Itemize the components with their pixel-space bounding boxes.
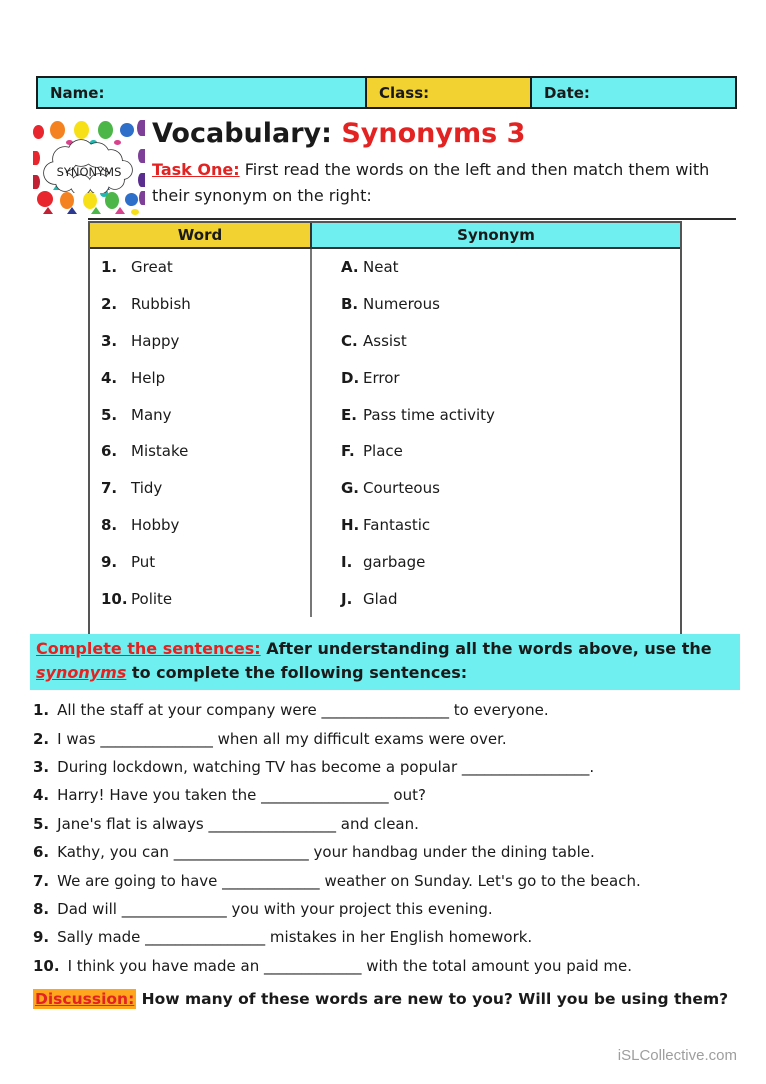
sentence-list: [33, 696, 757, 980]
word-text: Rubbish: [131, 295, 191, 314]
word-column: [90, 249, 312, 617]
word-text: Mistake: [131, 442, 189, 461]
date-label: Date:: [544, 83, 590, 102]
sentence-item: [33, 895, 757, 923]
word-number: 4.: [101, 368, 118, 387]
synonym-text: Neat: [363, 258, 399, 277]
synonym-text: Fantastic: [363, 515, 431, 534]
word-row: [90, 249, 310, 286]
sentence-text: We are going to have _____________ weather on Sunday. Let's go to the beach.: [57, 871, 641, 890]
synonym-letter: J.: [341, 589, 353, 608]
title-black: Vocabulary:: [152, 118, 342, 149]
synonym-text: garbage: [363, 552, 426, 571]
polka-dot: [83, 192, 97, 209]
sentence-text: Harry! Have you taken the _________________ out?: [57, 786, 426, 805]
synonym-text: Place: [363, 442, 403, 461]
sentence-item: [33, 866, 757, 894]
synonym-text: Assist: [363, 331, 407, 350]
word-number: 7.: [101, 479, 118, 498]
sentence-number: 9.: [33, 928, 50, 947]
word-row: [90, 433, 310, 470]
discussion-prompt: [33, 990, 728, 1008]
word-number: 10.: [101, 589, 128, 608]
sentence-number: 8.: [33, 899, 50, 918]
synonym-column: [312, 249, 680, 617]
polka-dot: [105, 192, 119, 209]
word-number: 9.: [101, 552, 118, 571]
sentence-number: 5.: [33, 814, 50, 833]
polka-dot: [125, 193, 138, 206]
synonym-row: [312, 580, 680, 617]
polka-dot: [138, 149, 145, 163]
table-body: [90, 249, 680, 644]
sentence-text: During lockdown, watching TV has become a popular _________________.: [57, 757, 595, 776]
sentence-number: 10.: [33, 956, 60, 975]
word-number: 6.: [101, 442, 118, 461]
sentence-item: [33, 781, 757, 809]
synonym-text: Pass time activity: [363, 405, 495, 424]
sentence-text: I was _______________ when all my difficult exams were over.: [57, 729, 507, 748]
name-field: [38, 78, 365, 107]
synonym-text: Courteous: [363, 479, 440, 498]
sentence-item: [33, 923, 757, 951]
polka-dot: [37, 191, 53, 207]
synonym-text: Error: [363, 368, 400, 387]
cloud-label: SYNONYMS: [56, 165, 122, 179]
sentence-item: [33, 952, 757, 980]
matching-table: [88, 221, 682, 646]
word-row: [90, 543, 310, 580]
polka-dot: [139, 191, 145, 205]
word-number: 2.: [101, 295, 118, 314]
polka-dot: [43, 207, 53, 214]
sentence-text: Dad will ______________ you with your project this evening.: [57, 899, 493, 918]
synonyms-highlight: synonyms: [36, 663, 127, 682]
sentence-item: [33, 810, 757, 838]
task-one-text: First read the words on the left and then match them with their synonym on the right:: [152, 160, 710, 205]
task-one-instructions: [152, 157, 744, 209]
sentence-number: 1.: [33, 701, 50, 720]
sentence-number: 6.: [33, 843, 50, 862]
class-label: Class:: [379, 83, 430, 102]
complete-sentences-text-end: to complete the following sentences:: [126, 663, 468, 682]
sentence-item: [33, 696, 757, 724]
word-row: [90, 396, 310, 433]
word-text: Tidy: [131, 479, 163, 498]
synonym-row: [312, 433, 680, 470]
name-label: Name:: [50, 83, 105, 102]
word-row: [90, 323, 310, 360]
synonym-row: [312, 286, 680, 323]
synonym-letter: A.: [341, 258, 359, 277]
synonym-row: [312, 543, 680, 580]
discussion-text: How many of these words are new to you? Will you be using them?: [136, 990, 729, 1008]
polka-dot: [115, 207, 125, 214]
complete-sentences-label: Complete the sentences:: [36, 639, 261, 658]
horizontal-rule: [88, 218, 736, 220]
title-red: Synonyms 3: [341, 118, 526, 149]
word-number: 8.: [101, 515, 118, 534]
word-text: Put: [131, 552, 156, 571]
polka-dot: [120, 123, 134, 137]
synonym-letter: G.: [341, 479, 360, 498]
sentence-text: Sally made ________________ mistakes in her English homework.: [57, 928, 533, 947]
discussion-label: Discussion:: [35, 990, 135, 1008]
polka-dot: [137, 120, 145, 136]
sentence-text: Jane's flat is always _________________ and clean.: [57, 814, 419, 833]
synonym-text: Numerous: [363, 295, 440, 314]
sentence-item: [33, 724, 757, 752]
synonym-row: [312, 507, 680, 544]
synonym-row: [312, 470, 680, 507]
synonym-letter: F.: [341, 442, 355, 461]
word-row: [90, 580, 310, 617]
date-field: [530, 78, 735, 107]
table-header-row: [90, 223, 680, 249]
sentence-text: All the staff at your company were _________________ to everyone.: [57, 701, 549, 720]
word-text: Hobby: [131, 515, 180, 534]
synonyms-logo: [33, 117, 145, 215]
synonym-letter: E.: [341, 405, 357, 424]
word-row: [90, 359, 310, 396]
sentence-number: 4.: [33, 786, 50, 805]
task-one-label: Task One:: [152, 160, 240, 179]
islcollective-watermark: iSLCollective.com: [617, 1047, 737, 1064]
complete-sentences-text: After understanding all the words above, use the: [260, 639, 712, 658]
synonym-letter: I.: [341, 552, 353, 571]
class-field: [365, 78, 530, 107]
word-text: Happy: [131, 331, 180, 350]
synonym-row: [312, 249, 680, 286]
sentence-number: 3.: [33, 757, 50, 776]
synonym-row: [312, 396, 680, 433]
polka-dot: [131, 209, 139, 215]
word-number: 3.: [101, 331, 118, 350]
sentence-number: 7.: [33, 871, 50, 890]
synonym-text: Glad: [363, 589, 398, 608]
synonym-letter: B.: [341, 295, 359, 314]
sentence-text: Kathy, you can __________________ your handbag under the dining table.: [57, 843, 595, 862]
synonym-row: [312, 359, 680, 396]
word-row: [90, 286, 310, 323]
sentence-text: I think you have made an _____________ with the total amount you paid me.: [67, 956, 633, 975]
sentence-item: [33, 753, 757, 781]
word-text: Great: [131, 258, 173, 277]
word-text: Help: [131, 368, 166, 387]
synonym-letter: D.: [341, 368, 360, 387]
word-number: 1.: [101, 258, 118, 277]
complete-sentences-heading: [30, 634, 740, 690]
synonym-column-header: Synonym: [312, 223, 680, 247]
word-number: 5.: [101, 405, 118, 424]
word-text: Many: [131, 405, 172, 424]
polka-dot: [60, 192, 74, 209]
synonym-letter: H.: [341, 515, 360, 534]
synonym-letter: C.: [341, 331, 358, 350]
word-row: [90, 507, 310, 544]
sentence-number: 2.: [33, 729, 50, 748]
word-row: [90, 470, 310, 507]
student-info-bar: [36, 76, 737, 109]
page-title: [152, 118, 525, 149]
cloud-icon: [39, 137, 139, 193]
word-text: Polite: [131, 589, 173, 608]
synonym-row: [312, 323, 680, 360]
sentence-item: [33, 838, 757, 866]
polka-dot: [138, 173, 145, 187]
word-column-header: Word: [90, 223, 312, 247]
